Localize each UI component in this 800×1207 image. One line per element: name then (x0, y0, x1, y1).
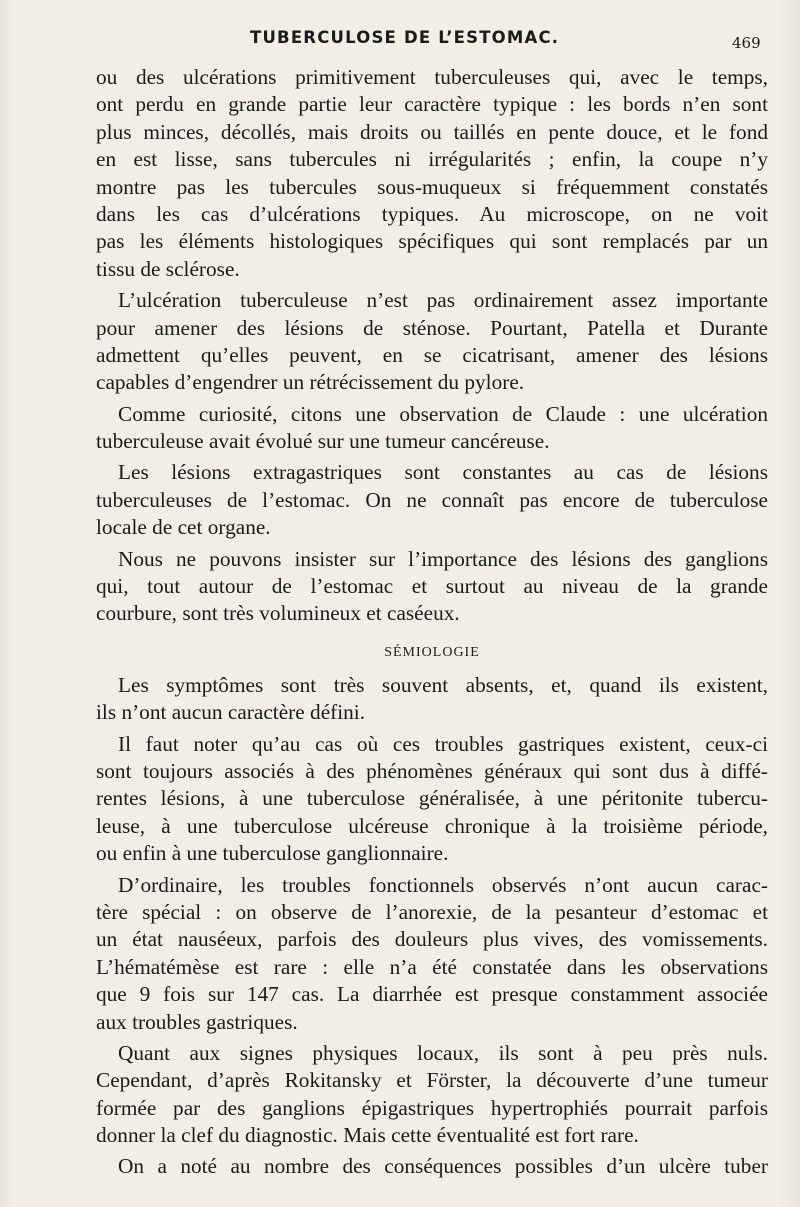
text-line: locale de cet organe. (96, 515, 271, 540)
text-line: un état nauséeux, parfois des douleurs plus vives, des vomissements. (96, 927, 768, 952)
text-line: aux troubles gastriques. (96, 1009, 298, 1034)
paragraph (96, 1153, 768, 1180)
text-line: pour amener des lésions de sténose. Pourtant, Patella et Durante (96, 315, 768, 340)
running-title: TUBERCULOSE DE L’ESTOMAC. (250, 28, 560, 47)
text-line: courbure, sont très volumineux et caséeux. (96, 601, 460, 626)
text-line: L’hématémèse est rare : elle n’a été constatée dans les observations (96, 954, 768, 979)
page-number: 469 (732, 34, 761, 52)
text-line: Cependant, d’après Rokitansky et Förster, la découverte d’une tumeur (96, 1068, 768, 1093)
paragraph (96, 872, 768, 1036)
text-line: tuberculeuses de l’estomac. On ne connaît pas encore de tuberculose (96, 487, 768, 512)
text-line: tère spécial : on observe de l’anorexie, de la pesanteur d’estomac et (96, 899, 768, 924)
text-line: admettent qu’elles peuvent, en se cicatrisant, amener des lésions (96, 342, 768, 367)
text-line: Nous ne pouvons insister sur l’importance des lésions des ganglions (118, 546, 768, 571)
text-line: Quant aux signes physiques locaux, ils sont à peu près nuls. (118, 1040, 768, 1065)
text-line: rentes lésions, à une tuberculose généralisée, à une péritonite tubercu- (96, 786, 768, 811)
paragraph (96, 401, 768, 456)
paragraph (96, 546, 768, 628)
text-line: On a noté au nombre des conséquences possibles d’un ulcère tuber (118, 1154, 768, 1179)
text-line: plus minces, décollés, mais droits ou taillés en pente douce, et le fond (96, 119, 768, 144)
paragraph (96, 1040, 768, 1150)
body-text (96, 64, 768, 1181)
text-line: capables d’engendrer un rétrécissement du pylore. (96, 370, 525, 395)
paragraph (96, 64, 768, 283)
text-line: Les lésions extragastriques sont constantes au cas de lésions (118, 460, 768, 485)
text-line: formée par des ganglions épigastriques hypertrophiés pourrait parfois (96, 1095, 768, 1120)
section-title: SÉMIOLOGIE (384, 644, 480, 660)
paragraph (96, 731, 768, 868)
text-line: ils n’ont aucun caractère défini. (96, 700, 366, 725)
text-line: pas les éléments histologiques spécifiques qui sont remplacés par un (96, 229, 768, 254)
text-line: que 9 fois sur 147 cas. La diarrhée est presque constamment associée (96, 982, 768, 1007)
text-line: tissu de sclérose. (96, 256, 240, 281)
text-line: ou enfin à une tuberculose ganglionnaire. (96, 841, 449, 866)
text-line: qui, tout autour de l’estomac et surtout au niveau de la grande (96, 574, 768, 599)
text-line: en est lisse, sans tubercules ni irrégularités ; enfin, la coupe n’y (96, 147, 768, 172)
text-line: sont toujours associés à des phénomènes généraux qui sont dus à diffé- (96, 758, 768, 783)
text-line: D’ordinaire, les troubles fonctionnels observés n’ont aucun carac- (118, 872, 768, 897)
text-line: Il faut noter qu’au cas où ces troubles gastriques existent, ceux-ci (118, 731, 768, 756)
text-line: Les symptômes sont très souvent absents, et, quand ils existent, (118, 672, 768, 697)
page-header (0, 28, 800, 54)
text-line: tuberculeuse avait évolué sur une tumeur cancéreuse. (96, 429, 550, 454)
paragraphs-before-section (96, 64, 768, 628)
text-line: L’ulcération tuberculeuse n’est pas ordinairement assez importante (118, 288, 768, 313)
paragraph (96, 459, 768, 541)
text-line: montre pas les tubercules sous-muqueux si fréquemment constatés (96, 174, 768, 199)
paragraph (96, 672, 768, 727)
text-line: dans les cas d’ulcérations typiques. Au microscope, on ne voit (96, 201, 768, 226)
paragraphs-after-section (96, 672, 768, 1181)
text-line: ou des ulcérations primitivement tuberculeuses qui, avec le temps, (96, 65, 768, 89)
text-line: leuse, à une tuberculose ulcéreuse chronique à la troisième période, (96, 813, 768, 838)
paragraph (96, 287, 768, 397)
text-line: Comme curiosité, citons une observation de Claude : une ulcération (118, 401, 768, 426)
text-line: donner la clef du diagnostic. Mais cette éventualité est fort rare. (96, 1123, 639, 1148)
text-line: ont perdu en grande partie leur caractère typique : les bords n’en sont (96, 92, 768, 117)
